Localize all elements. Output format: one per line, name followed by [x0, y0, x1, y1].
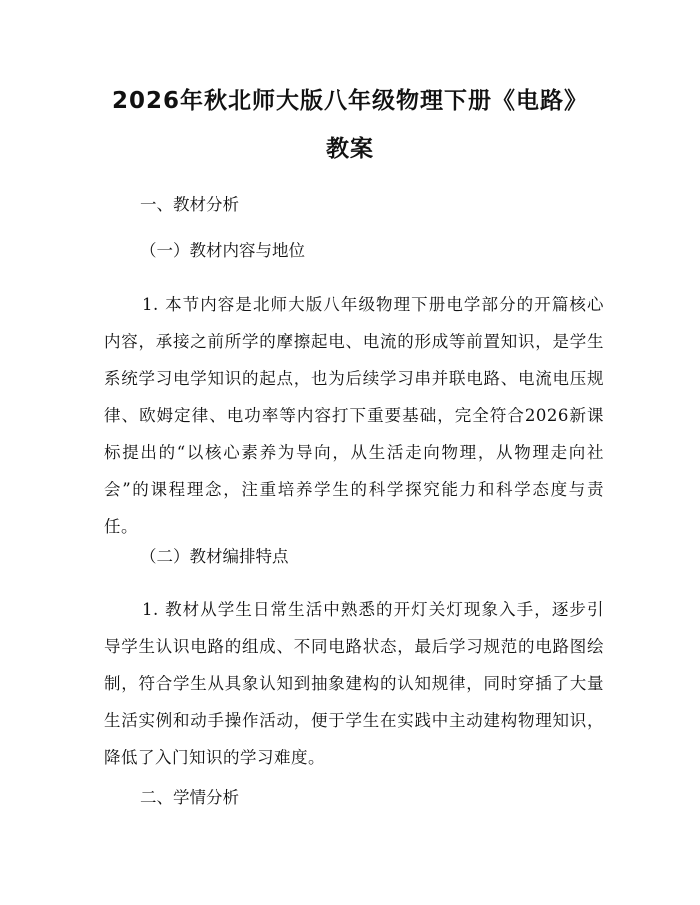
subsection-heading-content-and-status: （一）教材内容与地位	[140, 241, 305, 260]
section-heading-teaching-material-analysis: 一、教材分析	[140, 195, 239, 214]
section-heading-learner-analysis: 二、学情分析	[140, 788, 239, 807]
document-title-line-1: 2026年秋北师大版八年级物理下册《电路》	[111, 88, 588, 114]
document-title-line-2: 教案	[326, 136, 374, 162]
paragraph-content-and-status: 1. 本节内容是北师大版八年级物理下册电学部分的开篇核心内容，承接之前所学的摩擦起电、电流的形成等前置知识，是学生系统学习电学知识的起点，也为后续学习串并联电路、电流电压规律、欧姆定律、电功率等内容打下重要基础，完全符合2026新课标提出的“以核心素养为导向，从生活走向物理，从物理走向社会”的课程理念，注重培养学生的科学探究能力和科学态度与责任。	[104, 295, 604, 536]
subsection-heading-arrangement-features: （二）教材编排特点	[140, 547, 289, 566]
paragraph-arrangement-features: 1. 教材从学生日常生活中熟悉的开灯关灯现象入手，逐步引导学生认识电路的组成、不同电路状态，最后学习规范的电路图绘制，符合学生从具象认知到抽象建构的认知规律，同时穿插了大量生活实例和动手操作活动，便于学生在实践中主动建构物理知识，降低了入门知识的学习难度。	[104, 600, 604, 767]
